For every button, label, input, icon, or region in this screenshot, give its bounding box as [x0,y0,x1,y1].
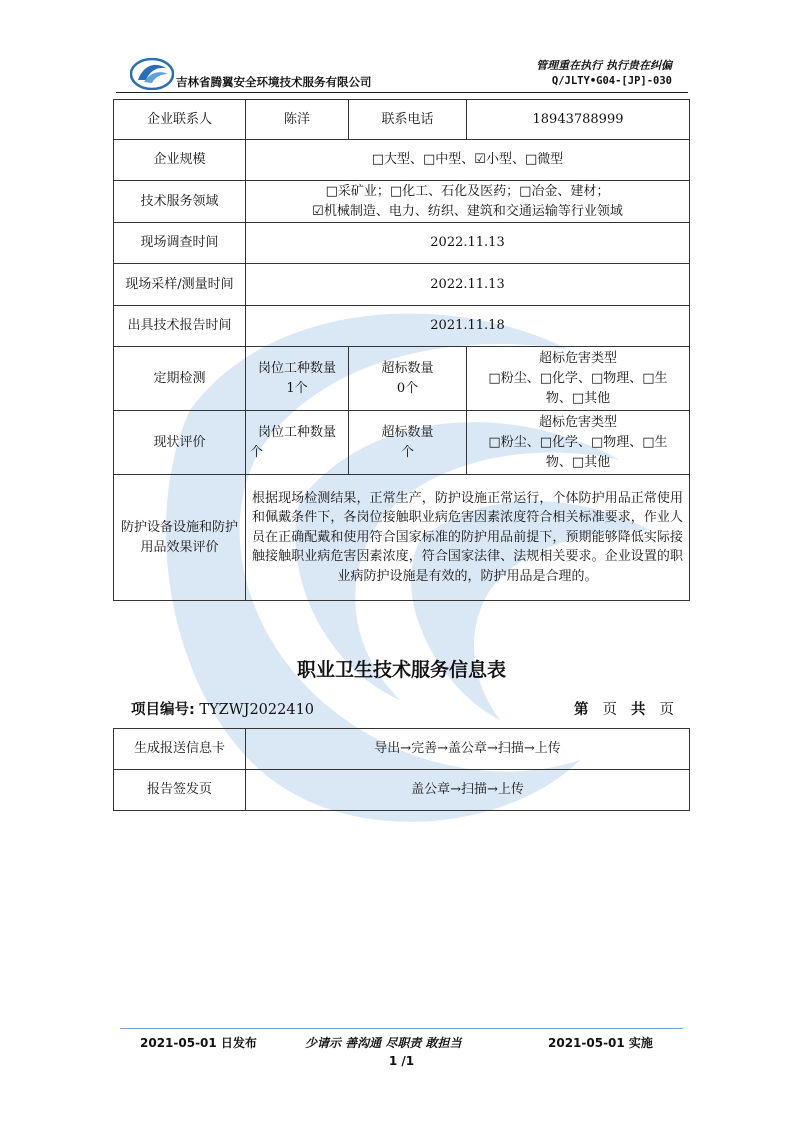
table-row [114,264,690,306]
status-hazard-types [467,411,690,475]
publish-date: 2021-05-01 日发布 [140,1036,257,1050]
page-number: 1 /1 [388,1054,415,1068]
service-field-value [246,181,690,223]
table-row [114,140,690,181]
page-word: 页 [602,702,617,718]
enterprise-info-table [113,99,690,601]
page-word: 第 [574,702,589,718]
exceed-count-label: 超标数量 [381,360,434,376]
implement-date: 2021-05-01 实施 [548,1036,653,1050]
sign-page-steps: 盖公章→扫描→上传 [246,770,690,811]
table-row [114,729,690,770]
status-exceed-count [349,411,467,475]
report-time-value: 2021.11.18 [246,306,690,347]
post-count-value: 1个 [286,380,308,396]
header-divider [116,92,688,93]
page-header [0,0,803,100]
status-eval-label: 现状评价 [114,411,246,475]
sampling-time-value: 2022.11.13 [246,264,690,306]
service-field-label: 技术服务领域 [114,181,246,223]
page-word: 共 [631,702,646,718]
post-count-label: 岗位工种数量 [257,360,336,376]
sampling-time-label: 现场采样/测量时间 [114,264,246,306]
page-word: 页 [659,702,674,718]
sign-page-label: 报告签发页 [114,770,246,811]
service-field-line: □采矿业；□化工、石化及医药；□冶金、建材； [325,183,610,199]
hazard-options: □粉尘、□化学、□物理、□生 [488,434,668,450]
hazard-title: 超标危害类型 [538,414,617,430]
table-row [114,306,690,347]
document-code: Q/JLTY•G04-[JP]-030 [551,75,672,87]
periodic-hazard-types [467,347,690,411]
project-number [131,698,314,719]
form-title: 职业卫生技术服务信息表 [296,659,506,681]
survey-time-label: 现场调查时间 [114,223,246,264]
status-post-count [246,411,349,475]
company-logo [130,58,174,90]
exceed-count-label: 超标数量 [381,424,434,440]
info-card-steps: 导出→完善→盖公章→扫描→上传 [246,729,690,770]
service-info-table [113,728,690,811]
header-slogan: 管理重在执行 执行贵在纠偏 [536,59,672,72]
hazard-options: 物、□其他 [545,390,611,406]
phone-label: 联系电话 [349,100,467,140]
info-card-label: 生成报送信息卡 [114,729,246,770]
post-count-value: 个 [250,444,264,460]
hazard-options: □粉尘、□化学、□物理、□生 [488,370,668,386]
phone-value: 18943788999 [467,100,690,140]
page-counter [560,698,674,719]
service-field-line: ☑机械制造、电力、纺织、建筑和交通运输等行业领域 [312,203,623,219]
scale-label: 企业规模 [114,140,246,181]
table-row [114,347,690,411]
footer-motto: 少请示 善沟通 尽职责 敢担当 [305,1036,462,1050]
protection-eval-label: 防护设备设施和防护用品效果评价 [114,475,246,601]
exceed-count-value: 0个 [396,380,419,396]
table-row [114,475,690,601]
periodic-exceed-count [349,347,467,411]
protection-eval-text: 根据现场检测结果，正常生产，防护设施正常运行，个体防护用品正常使用和佩戴条件下，各岗位接触职业病危害因素浓度符合相关标准要求，作业人员在正确配戴和使用符合国家标准的防护用品前提下，预期能够降低实际接触接触职业病危害因素浓度，符合国家法律、法规相关要求。企业设置的职业病防护设施是有效的，防护用品是合理的。 [246,475,690,601]
periodic-test-label: 定期检测 [114,347,246,411]
company-name: 吉林省腾翼安全环境技术服务有限公司 [176,75,372,89]
post-count-label: 岗位工种数量 [257,424,336,440]
contact-label: 企业联系人 [114,100,246,140]
contact-name: 陈洋 [246,100,349,140]
hazard-options: 物、□其他 [545,454,611,470]
footer-divider [120,1028,683,1029]
hazard-title: 超标危害类型 [538,350,617,366]
survey-time-value: 2022.11.13 [246,223,690,264]
scale-value: □大型、□中型、☑小型、□微型 [246,140,690,181]
table-row [114,100,690,140]
table-row [114,223,690,264]
project-number-value: TYZWJ2022410 [199,702,315,718]
report-time-label: 出具技术报告时间 [114,306,246,347]
project-number-label: 项目编号: [131,702,195,718]
table-row [114,770,690,811]
exceed-count-value: 个 [400,444,414,460]
table-row [114,411,690,475]
periodic-post-count [246,347,349,411]
table-row [114,181,690,223]
